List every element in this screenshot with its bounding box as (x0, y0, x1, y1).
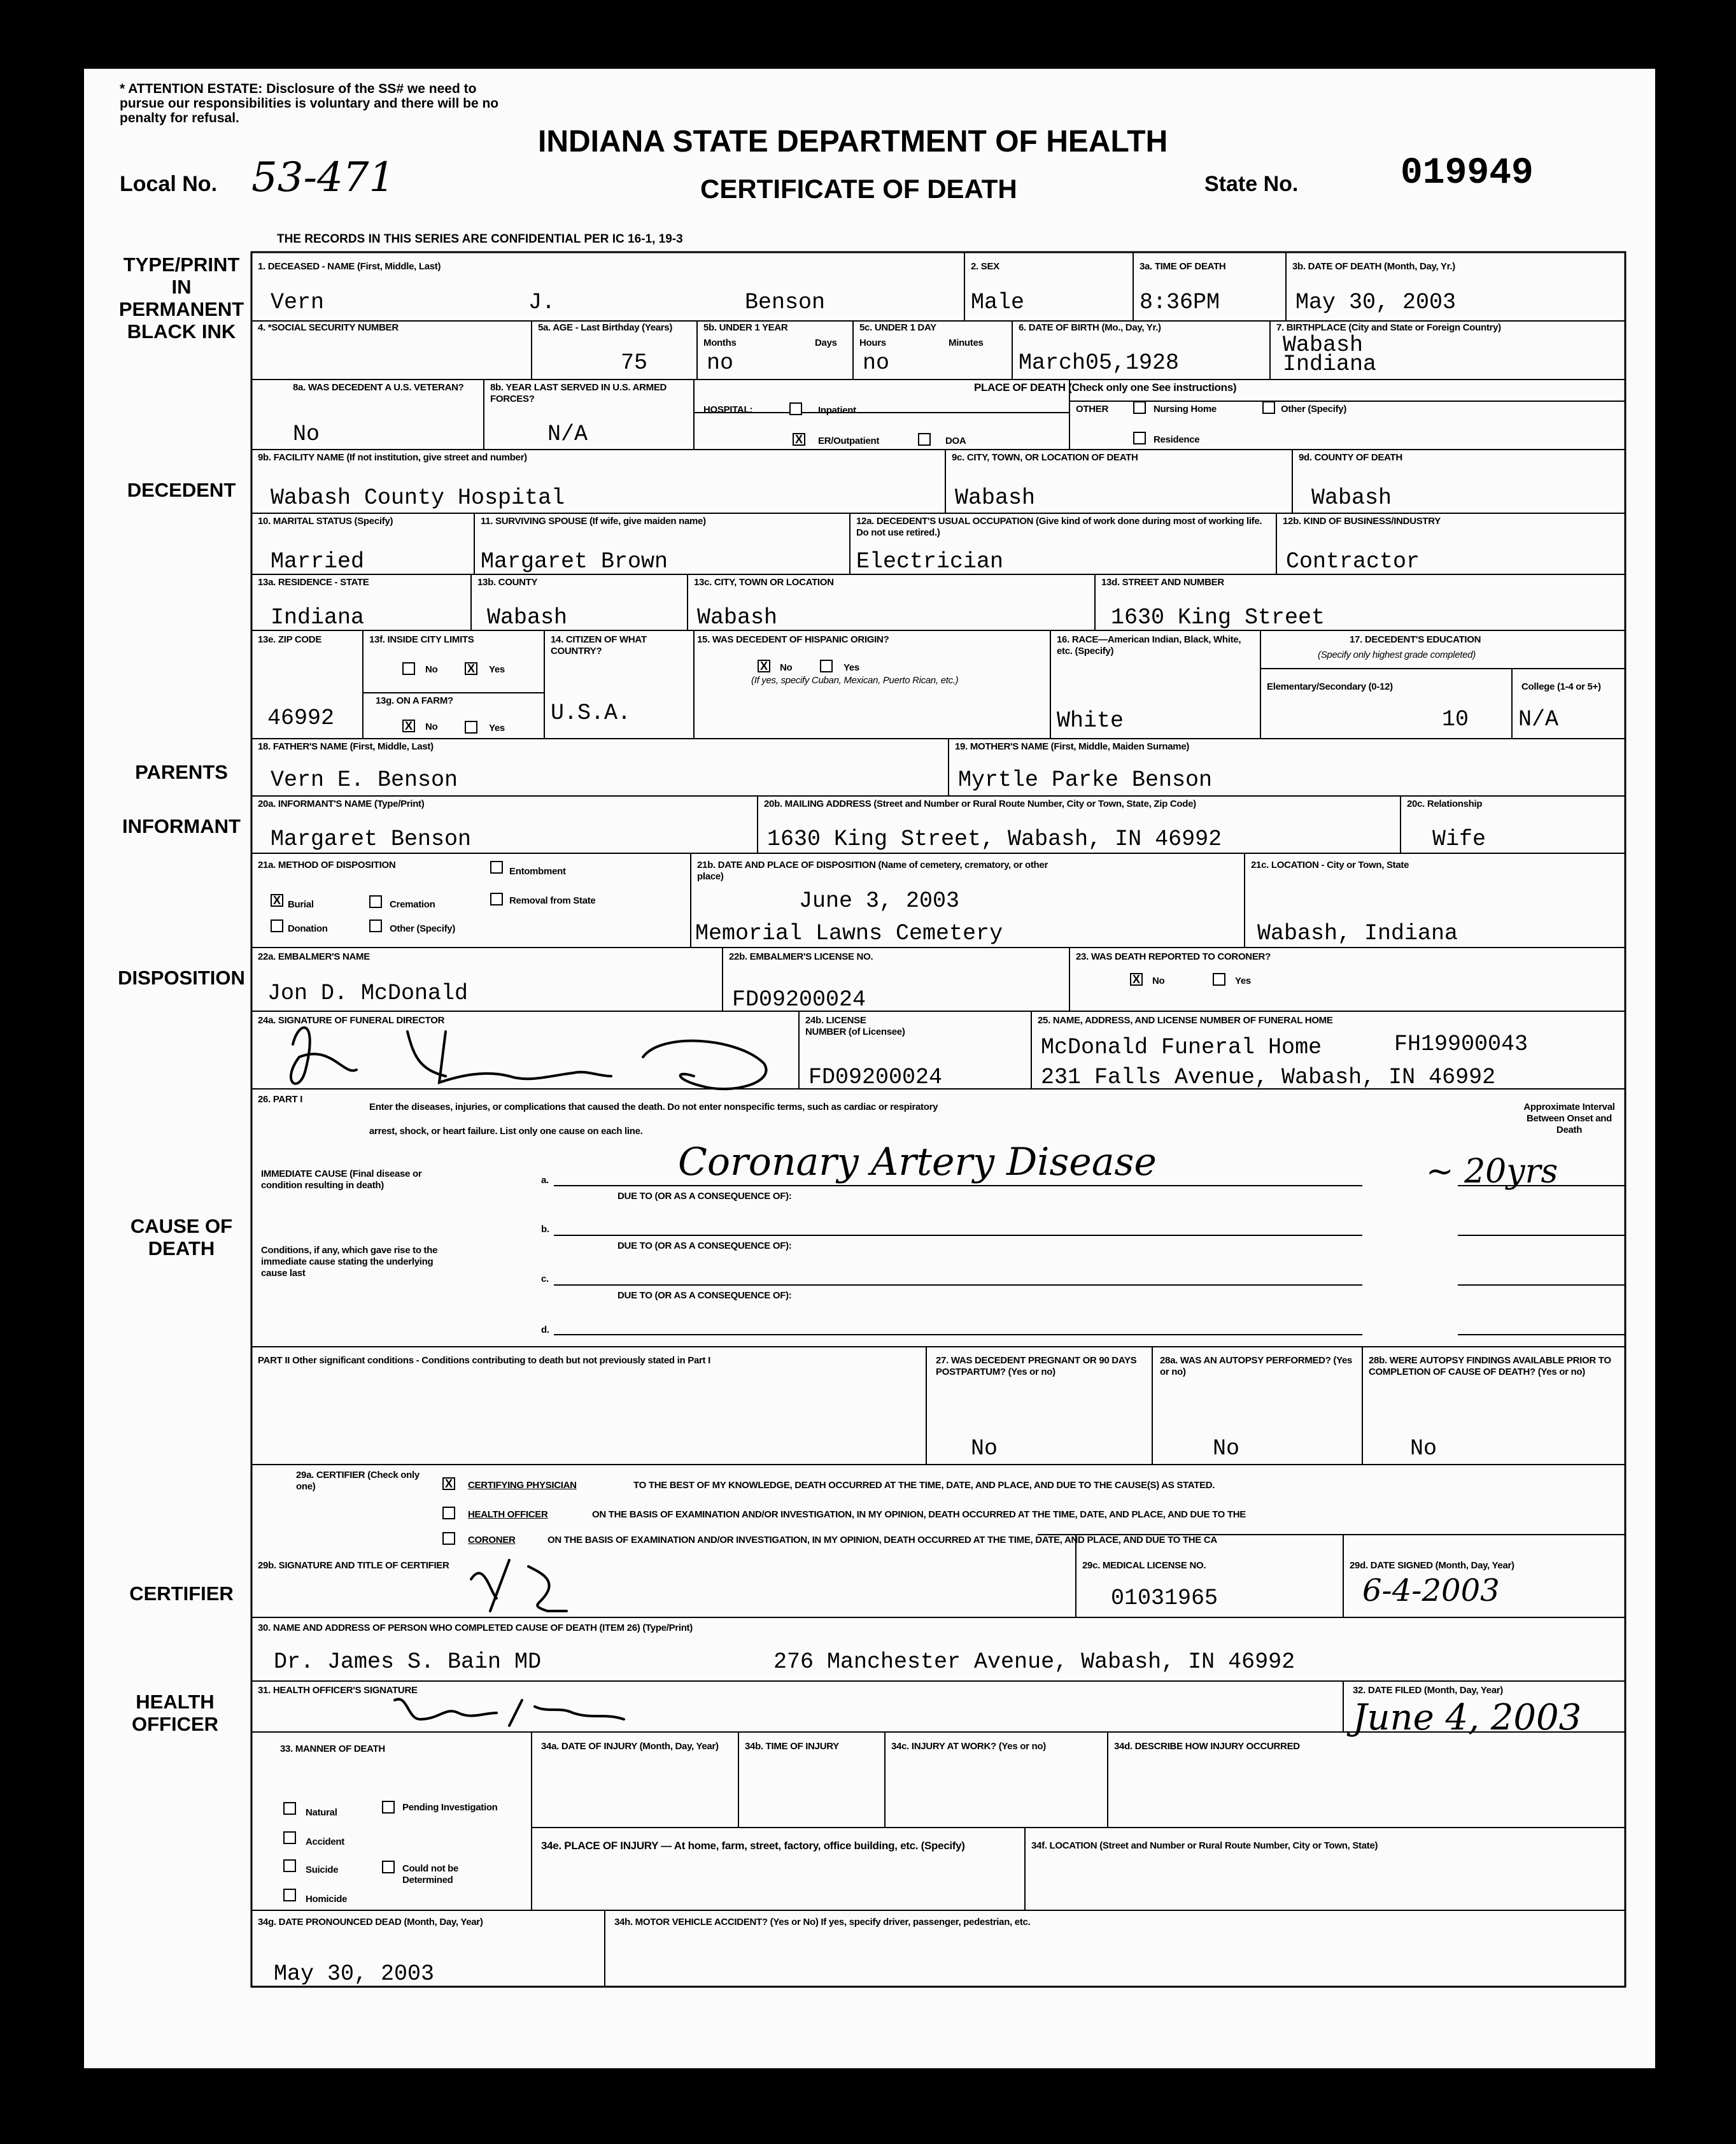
middle-name: J. (528, 290, 556, 315)
label-age: 5a. AGE - Last Birthday (Years) (538, 322, 673, 333)
funeral-home-license: FH19900043 (1394, 1032, 1528, 1057)
label-coroner-reported: 23. WAS DEATH REPORTED TO CORONER? (1076, 951, 1271, 962)
label-place-of-injury: 34e. PLACE OF INJURY — At home, farm, street, factory, office building, etc. (Specify) (541, 1840, 965, 1852)
label-motor-vehicle: 34h. MOTOR VEHICLE ACCIDENT? (Yes or No) If yes, specify driver, passenger, pedestrian, etc. (614, 1917, 1031, 1927)
label-part-i: 26. PART I (258, 1094, 303, 1105)
agency-name: INDIANA STATE DEPARTMENT OF HEALTH (538, 125, 1168, 159)
label-hispanic-yes: Yes (843, 662, 859, 673)
hours-value: no (863, 350, 890, 376)
label-other-disposition: Other (Specify) (390, 923, 456, 934)
embalmer-license-value: FD09200024 (732, 987, 866, 1012)
label-on-farm-no: No (425, 721, 438, 732)
pronounced-value: May 30, 2003 (274, 1961, 435, 1987)
label-part-ii: PART II Other significant conditions - Conditions contributing to death but not previously stated in Part I (258, 1355, 710, 1366)
label-on-farm-yes: Yes (489, 723, 505, 734)
label-due-to-1: DUE TO (OR AS A CONSEQUENCE OF): (617, 1191, 792, 1202)
removal-checkbox[interactable] (490, 893, 503, 905)
autopsy-findings-value: No (1410, 1436, 1437, 1461)
label-on-farm: 13g. ON A FARM? (376, 695, 453, 706)
autopsy-value: No (1213, 1436, 1240, 1461)
label-mailing-address: 20b. MAILING ADDRESS (Street and Number or Rural Route Number, City or Town, State, Zip Code) (764, 799, 1196, 809)
embalmer-value: Jon D. McDonald (267, 981, 469, 1006)
label-funeral-home: 25. NAME, ADDRESS, AND LICENSE NUMBER OF FUNERAL HOME (1038, 1015, 1333, 1026)
label-under-1-day: 5c. UNDER 1 DAY (859, 322, 936, 333)
funeral-home-name: McDonald Funeral Home (1041, 1035, 1322, 1060)
label-residence-county: 13b. COUNTY (477, 577, 538, 588)
label-citizen: 14. CITIZEN OF WHAT COUNTRY? (551, 634, 647, 657)
residence-state-value: Indiana (271, 605, 365, 630)
date-signed-value: 6-4-2003 (1362, 1573, 1500, 1608)
dob-value: March05,1928 (1019, 350, 1180, 376)
label-health-officer: HEALTH OFFICER (468, 1509, 548, 1520)
zip-value: 46992 (267, 706, 335, 731)
label-due-to-2: DUE TO (OR AS A CONSEQUENCE OF): (617, 1240, 792, 1251)
disposition-place-value: Memorial Lawns Cemetery (695, 921, 1003, 946)
education-elementary-value: 10 (1442, 707, 1469, 732)
label-hispanic: 15. WAS DECEDENT OF HISPANIC ORIGIN? (697, 634, 889, 645)
label-time-of-death: 3a. TIME OF DEATH (1140, 261, 1226, 272)
label-health-officer-statement: ON THE BASIS OF EXAMINATION AND/OR INVESTIGATION, IN MY OPINION, DEATH OCCURRED AT THE TIME, DATE, AND PLACE, AND DUE TO THE (592, 1509, 1246, 1520)
label-county-of-death: 9d. COUNTY OF DEATH (1299, 452, 1402, 463)
label-surviving-spouse: 11. SURVIVING SPOUSE (If wife, give maiden name) (481, 516, 706, 527)
label-interval: Approximate Interval Between Onset and Death (1523, 1102, 1615, 1135)
medical-license-value: 01031965 (1111, 1586, 1218, 1611)
homicide-checkbox[interactable] (283, 1889, 296, 1901)
label-other-specify: Other (Specify) (1281, 404, 1347, 415)
label-manner-of-death: 33. MANNER OF DEATH (280, 1743, 385, 1754)
on-farm-yes-checkbox[interactable] (465, 721, 477, 734)
hispanic-yes-checkbox[interactable] (820, 660, 833, 672)
disposition-date-value: June 3, 2003 (799, 888, 960, 914)
label-zip: 13e. ZIP CODE (258, 634, 322, 645)
label-entombment: Entombment (509, 866, 566, 877)
label-suicide: Suicide (306, 1864, 339, 1875)
label-date-signed: 29d. DATE SIGNED (Month, Day, Year) (1350, 1560, 1514, 1571)
label-inside-city: 13f. INSIDE CITY LIMITS (369, 634, 474, 645)
section-decedent: DECEDENT (127, 479, 236, 501)
label-inside-city-no: No (425, 664, 438, 675)
inside-city-yes-checkbox[interactable]: X (465, 662, 477, 675)
local-no-label: Local No. (120, 172, 218, 196)
nursing-home-checkbox[interactable] (1133, 401, 1146, 414)
race-value: White (1057, 708, 1124, 734)
label-hours: Hours (859, 337, 886, 348)
label-minutes: Minutes (949, 337, 984, 348)
birthplace-city: Wabash (1283, 332, 1364, 358)
other-disposition-checkbox[interactable] (369, 919, 382, 932)
label-accident: Accident (306, 1836, 344, 1847)
natural-checkbox[interactable] (283, 1802, 296, 1815)
label-elementary: Elementary/Secondary (0-12) (1267, 681, 1393, 692)
label-ssn: 4. *SOCIAL SECURITY NUMBER (258, 322, 399, 333)
label-injury-at-work: 34c. INJURY AT WORK? (Yes or no) (891, 1741, 1046, 1752)
cremation-checkbox[interactable] (369, 895, 382, 908)
label-street-number: 13d. STREET AND NUMBER (1101, 577, 1224, 588)
state-no-label: State No. (1204, 172, 1299, 196)
section-disposition: DISPOSITION (118, 967, 245, 989)
label-due-to-3: DUE TO (OR AS A CONSEQUENCE OF): (617, 1290, 792, 1301)
donation-checkbox[interactable] (271, 919, 283, 932)
label-donation: Donation (288, 923, 328, 934)
label-immediate-cause: IMMEDIATE CAUSE (Final disease or condition resulting in death) (261, 1168, 422, 1191)
first-name: Vern (271, 290, 325, 315)
label-date-of-injury: 34a. DATE OF INJURY (Month, Day, Year) (541, 1741, 719, 1752)
label-education-note: (Specify only highest grade completed) (1318, 650, 1476, 660)
city-of-death-value: Wabash (955, 485, 1036, 511)
label-cremation: Cremation (390, 899, 435, 910)
label-injury-location: 34f. LOCATION (Street and Number or Rural Route Number, City or Town, State) (1031, 1840, 1378, 1851)
time-of-death: 8:36PM (1140, 290, 1220, 315)
label-burial: Burial (288, 899, 314, 910)
on-farm-no-checkbox[interactable]: X (402, 720, 415, 732)
education-college-value: N/A (1518, 707, 1559, 732)
section-health-officer: HEALTH OFFICER (131, 1691, 219, 1735)
label-medical-license: 29c. MEDICAL LICENSE NO. (1082, 1560, 1206, 1571)
label-method-disposition: 21a. METHOD OF DISPOSITION (258, 860, 396, 870)
label-coroner-yes: Yes (1235, 976, 1251, 986)
accident-checkbox[interactable] (283, 1831, 296, 1844)
label-date-pronounced: 34g. DATE PRONOUNCED DEAD (Month, Day, Year) (258, 1917, 483, 1927)
inside-city-no-checkbox[interactable] (402, 662, 415, 675)
relationship-value: Wife (1432, 827, 1486, 852)
fd-license-value: FD09200024 (808, 1065, 943, 1090)
other-place-checkbox[interactable] (1262, 401, 1275, 414)
date-filed-value: June 4, 2003 (1353, 1697, 1582, 1738)
label-residence: Residence (1154, 434, 1200, 445)
label-hispanic-no: No (780, 662, 793, 673)
label-coroner-statement: ON THE BASIS OF EXAMINATION AND/OR INVESTIGATION, IN MY OPINION, DEATH OCCURRED AT THE TIME, DATE, AND PLACE, AND DUE TO THE CA (547, 1535, 1217, 1545)
hispanic-no-checkbox[interactable]: X (758, 660, 770, 672)
certificate-title: CERTIFICATE OF DEATH (700, 174, 1017, 204)
label-informant: 20a. INFORMANT'S NAME (Type/Print) (258, 799, 425, 809)
label-marital-status: 10. MARITAL STATUS (Specify) (258, 516, 393, 527)
label-sex: 2. SEX (971, 261, 999, 272)
disposition-location-value: Wabash, Indiana (1257, 921, 1458, 946)
inpatient-checkbox[interactable] (789, 402, 802, 415)
section-parents: PARENTS (135, 761, 228, 783)
label-conditions: Conditions, if any, which gave rise to the immediate cause stating the underlying cause last (261, 1245, 438, 1279)
last-name: Benson (745, 290, 826, 315)
spouse-value: Margaret Brown (481, 549, 668, 574)
label-autopsy-findings: 28b. WERE AUTOPSY FINDINGS AVAILABLE PRIOR TO COMPLETION OF CAUSE OF DEATH? (Yes or no) (1369, 1355, 1611, 1377)
label-dob: 6. DATE OF BIRTH (Mo., Day, Yr.) (1019, 322, 1161, 333)
label-business: 12b. KIND OF BUSINESS/INDUSTRY (1283, 516, 1441, 527)
coroner-no-checkbox[interactable]: X (1130, 973, 1143, 986)
informant-address-value: 1630 King Street, Wabash, IN 46992 (767, 827, 1222, 852)
label-embalmer-license: 22b. EMBALMER'S LICENSE NO. (729, 951, 873, 962)
label-date-of-death: 3b. DATE OF DEATH (Month, Day, Yr.) (1292, 261, 1455, 272)
business-value: Contractor (1286, 549, 1420, 574)
label-inpatient: Inpatient (818, 405, 856, 416)
coroner-checkbox[interactable] (442, 1532, 455, 1545)
veteran-value: No (293, 422, 320, 447)
label-coroner-no: No (1152, 976, 1165, 986)
undetermined-checkbox[interactable] (382, 1861, 395, 1873)
label-license-number: 24b. LICENSE NUMBER (of Licensee) (805, 1015, 905, 1037)
label-completer: 30. NAME AND ADDRESS OF PERSON WHO COMPLETED CAUSE OF DEATH (ITEM 26) (Type/Print) (258, 1622, 693, 1633)
suicide-checkbox[interactable] (283, 1859, 296, 1872)
facility-value: Wabash County Hospital (271, 485, 565, 511)
label-homicide: Homicide (306, 1894, 348, 1905)
pending-checkbox[interactable] (382, 1801, 395, 1814)
immediate-cause-value: Coronary Artery Disease (678, 1140, 1157, 1184)
health-officer-signature (395, 1699, 624, 1726)
attention-notice: * ATTENTION ESTATE: Disclosure of the SS# we need to pursue our responsibilities is voluntary and there will be no penalty for refusal. (120, 82, 499, 125)
label-days: Days (815, 337, 837, 348)
residence-checkbox[interactable] (1133, 432, 1146, 444)
label-inside-city-yes: Yes (489, 664, 505, 675)
label-certifier-signature: 29b. SIGNATURE AND TITLE OF CERTIFIER (258, 1560, 449, 1571)
label-embalmer: 22a. EMBALMER'S NAME (258, 951, 370, 962)
father-value: Vern E. Benson (271, 767, 458, 793)
label-race: 16. RACE—American Indian, Black, White, etc. (Specify) (1057, 634, 1241, 657)
section-certifier: CERTIFIER (129, 1582, 234, 1605)
label-birthplace: 7. BIRTHPLACE (City and State or Foreign Country) (1276, 322, 1501, 333)
label-city-of-death: 9c. CITY, TOWN, OR LOCATION OF DEATH (952, 452, 1138, 463)
citizen-value: U.S.A. (551, 700, 632, 726)
section-informant: INFORMANT (122, 815, 241, 837)
year-served-value: N/A (547, 422, 588, 447)
label-place-of-death: PLACE OF DEATH (Check only one See instructions) (974, 381, 1237, 394)
label-doa: DOA (945, 436, 966, 446)
label-facility-name: 9b. FACILITY NAME (If not institution, give street and number) (258, 452, 527, 463)
residence-street-value: 1630 King Street (1111, 605, 1325, 630)
label-occupation: 12a. DECEDENT'S USUAL OCCUPATION (Give kind of work done during most of working life. Do not use retired.) (856, 516, 1262, 538)
interval-a-value: ~ 20yrs (1426, 1153, 1558, 1191)
confidential-notice: THE RECORDS IN THIS SERIES ARE CONFIDENTIAL PER IC 16-1, 19-3 (277, 232, 683, 246)
date-of-death: May 30, 2003 (1295, 290, 1457, 315)
section-type-print: TYPE/PRINT IN PERMANENT BLACK INK (118, 253, 244, 343)
label-other: OTHER (1076, 404, 1109, 415)
label-removal: Removal from State (509, 895, 596, 906)
label-date-place-disposition: 21b. DATE AND PLACE OF DISPOSITION (Name of cemetery, crematory, or other place) (697, 860, 1048, 882)
label-nursing-home: Nursing Home (1154, 404, 1217, 415)
label-undetermined: Could not be Determined (402, 1863, 459, 1885)
label-pending: Pending Investigation (402, 1802, 498, 1813)
entombment-checkbox[interactable] (490, 861, 503, 874)
label-under-1-year: 5b. UNDER 1 YEAR (703, 322, 788, 333)
label-father: 18. FATHER'S NAME (First, Middle, Last) (258, 741, 434, 752)
occupation-value: Electrician (856, 549, 1004, 574)
label-disposition-location: 21c. LOCATION - City or Town, State (1251, 860, 1409, 870)
label-year-served: 8b. YEAR LAST SERVED IN U.S. ARMED FORCES? (490, 382, 667, 404)
months-value: no (707, 350, 734, 376)
label-cause-instructions-2: arrest, shock, or heart failure. List only one cause on each line. (369, 1126, 643, 1137)
birthplace-state: Indiana (1283, 351, 1377, 377)
mother-value: Myrtle Parke Benson (958, 767, 1213, 793)
label-hispanic-note: (If yes, specify Cuban, Mexican, Puerto Rican, etc.) (751, 675, 959, 686)
label-relationship: 20c. Relationship (1407, 799, 1483, 809)
label-hospital: HOSPITAL: (703, 404, 753, 415)
label-date-filed: 32. DATE FILED (Month, Day, Year) (1353, 1685, 1503, 1696)
label-residence-city: 13c. CITY, TOWN OR LOCATION (694, 577, 834, 588)
age-value: 75 (621, 350, 648, 376)
sex-value: Male (971, 290, 1025, 315)
marital-value: Married (271, 549, 365, 574)
pregnant-value: No (971, 1436, 998, 1461)
funeral-director-signature (291, 1028, 356, 1084)
label-line-b: b. (541, 1224, 549, 1235)
state-no-value: 019949 (1401, 153, 1534, 194)
section-cause-of-death: CAUSE OF DEATH (130, 1215, 233, 1260)
label-time-of-injury: 34b. TIME OF INJURY (745, 1741, 839, 1752)
label-certifying-physician-statement: TO THE BEST OF MY KNOWLEDGE, DEATH OCCURRED AT THE TIME, DATE, AND PLACE, AND DUE TO THE CAUSE(S) AS STATED. (633, 1480, 1215, 1491)
residence-city-value: Wabash (697, 605, 778, 630)
label-line-c: c. (541, 1274, 549, 1284)
label-line-d: d. (541, 1324, 549, 1335)
label-health-officer-signature: 31. HEALTH OFFICER'S SIGNATURE (258, 1685, 418, 1696)
label-autopsy: 28a. WAS AN AUTOPSY PERFORMED? (Yes or no) (1160, 1355, 1353, 1377)
funeral-home-address: 231 Falls Avenue, Wabash, IN 46992 (1041, 1065, 1496, 1090)
label-er-outpatient: ER/Outpatient (818, 436, 880, 446)
completer-name-value: Dr. James S. Bain MD (274, 1649, 542, 1675)
label-line-a: a. (541, 1175, 549, 1186)
coroner-yes-checkbox[interactable] (1213, 973, 1225, 986)
health-officer-checkbox[interactable] (442, 1507, 455, 1519)
label-coroner: CORONER (468, 1535, 516, 1545)
completer-address-value: 276 Manchester Avenue, Wabash, IN 46992 (773, 1649, 1295, 1675)
residence-county-value: Wabash (487, 605, 568, 630)
label-education: 17. DECEDENT'S EDUCATION (1350, 634, 1481, 645)
certifying-physician-checkbox[interactable]: X (442, 1477, 455, 1490)
label-deceased-name: 1. DECEASED - NAME (First, Middle, Last) (258, 261, 441, 272)
label-cause-instructions-1: Enter the diseases, injuries, or complications that caused the death. Do not enter nonspecific terms, such as cardiac or respiratory (369, 1102, 938, 1112)
certifier-signature (471, 1560, 567, 1611)
er-outpatient-checkbox[interactable]: X (793, 433, 805, 446)
label-veteran: 8a. WAS DECEDENT A U.S. VETERAN? (293, 382, 464, 393)
county-of-death-value: Wabash (1311, 485, 1392, 511)
informant-value: Margaret Benson (271, 827, 472, 852)
doa-checkbox[interactable] (918, 433, 931, 446)
local-no-value: 53-471 (251, 154, 395, 201)
label-months: Months (703, 337, 737, 348)
label-certifying-physician: CERTIFYING PHYSICIAN (468, 1480, 577, 1491)
label-certifier: 29a. CERTIFIER (Check only one) (296, 1470, 420, 1492)
label-college: College (1-4 or 5+) (1521, 681, 1601, 692)
label-mother: 19. MOTHER'S NAME (First, Middle, Maiden Surname) (955, 741, 1190, 752)
label-natural: Natural (306, 1807, 337, 1818)
label-describe-injury: 34d. DESCRIBE HOW INJURY OCCURRED (1114, 1741, 1300, 1752)
burial-checkbox[interactable]: X (271, 894, 283, 907)
label-residence-state: 13a. RESIDENCE - STATE (258, 577, 369, 588)
label-funeral-director-signature: 24a. SIGNATURE OF FUNERAL DIRECTOR (258, 1015, 445, 1026)
label-pregnant: 27. WAS DECEDENT PREGNANT OR 90 DAYS POSTPARTUM? (Yes or no) (936, 1355, 1137, 1377)
